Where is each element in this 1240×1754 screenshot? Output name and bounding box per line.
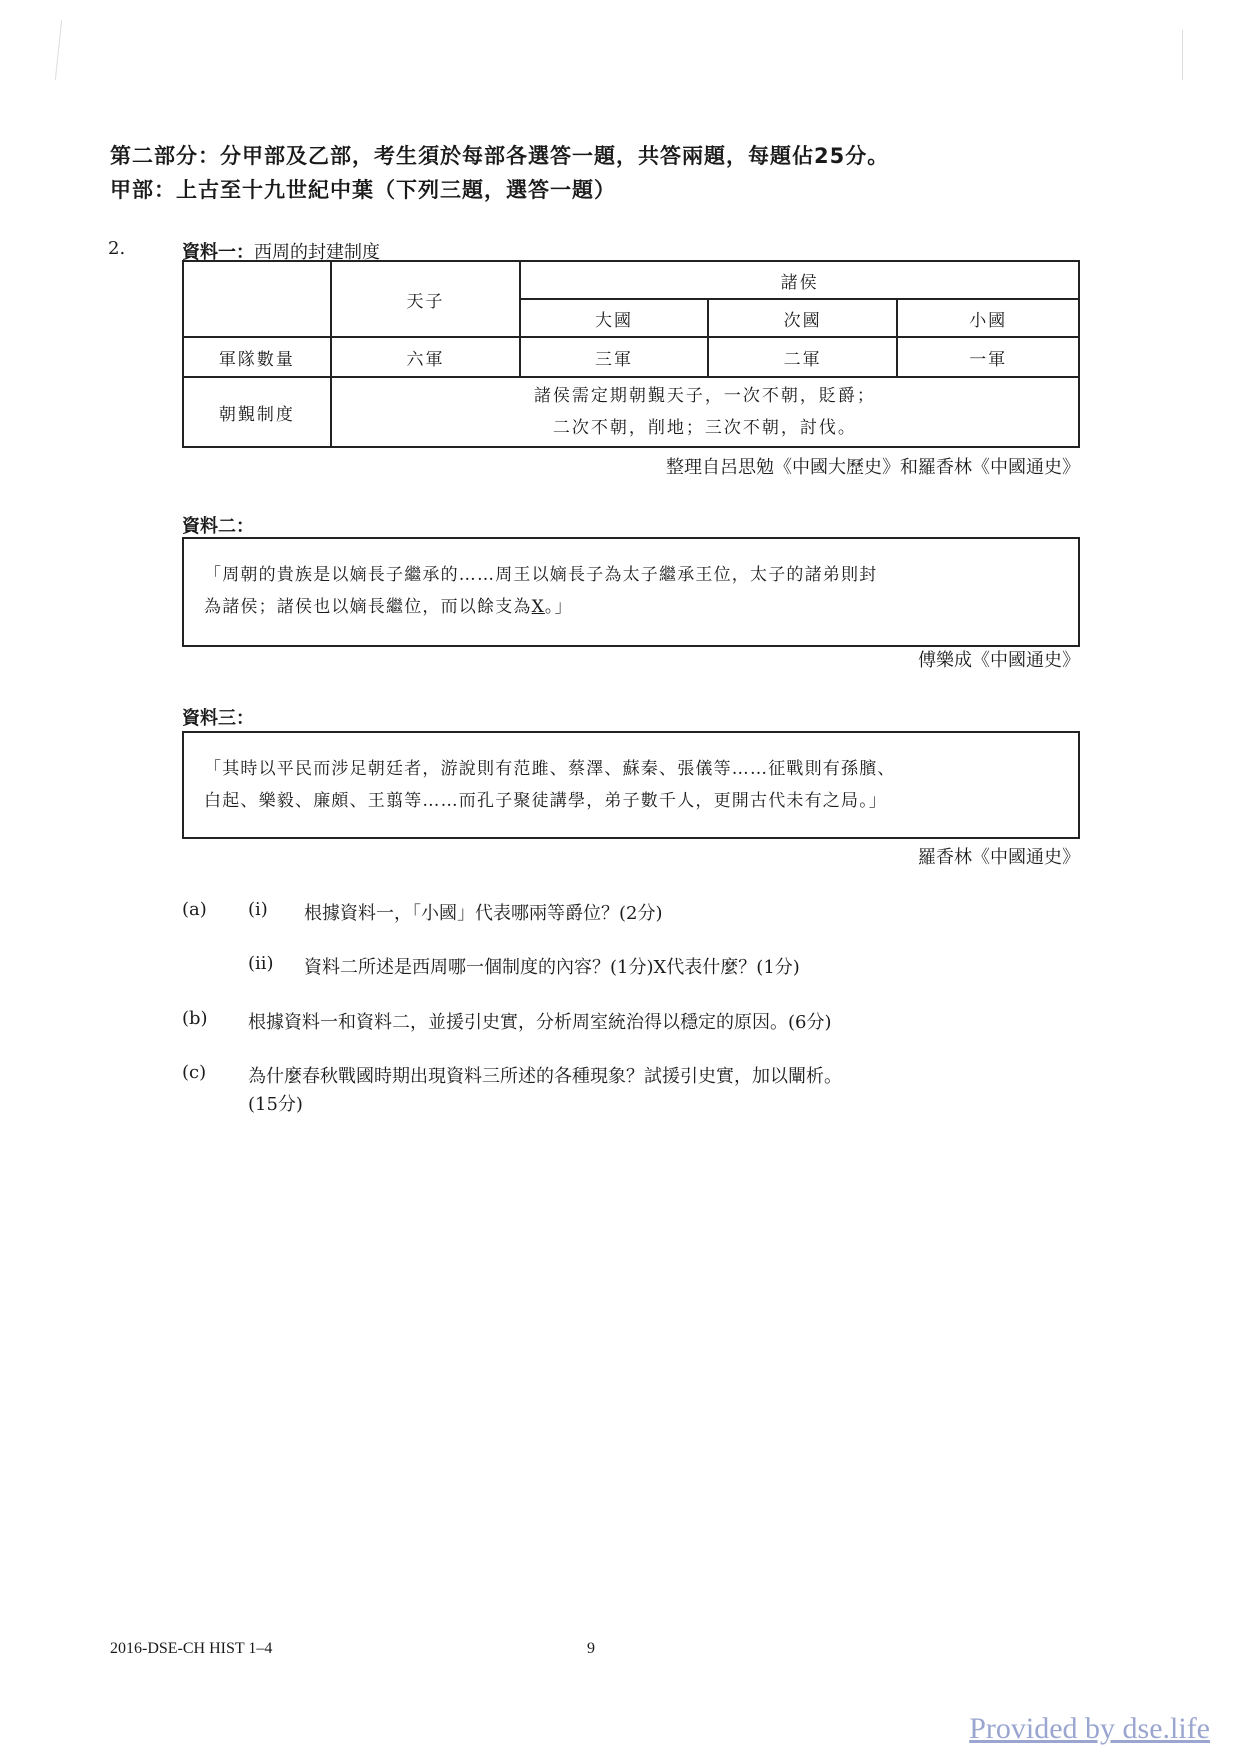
source2-quote-text: 。」 bbox=[544, 597, 573, 617]
section-heading: 第二部分：分甲部及乙部，考生須於每部各選答一題，共答兩題，每題佔25分。 bbox=[110, 144, 890, 168]
table-cell-army: 一軍 bbox=[897, 337, 1079, 377]
question-c-label: (c) bbox=[182, 1062, 207, 1083]
question-a-i-text: 根據資料一，「小國」代表哪兩等爵位？(2分) bbox=[304, 903, 663, 924]
source3-heading bbox=[182, 704, 254, 730]
source1-citation: 整理自呂思勉《中國大歷史》和羅香林《中國通史》 bbox=[666, 457, 1080, 478]
paper-code: 2016-DSE-CH HIST 1–4 bbox=[110, 1640, 273, 1657]
table-header-feudal-lords: 諸侯 bbox=[520, 261, 1079, 299]
question-a-ii-text: 資料二所述是西周哪一個制度的內容？(1分)X代表什麼？(1分) bbox=[304, 957, 800, 978]
part-heading: 甲部：上古至十九世紀中葉（下列三題，選答一題） bbox=[110, 178, 616, 202]
watermark-link[interactable]: Provided by dse.life bbox=[969, 1712, 1210, 1745]
source2-heading bbox=[182, 512, 254, 538]
audience-line: 諸侯需定期朝覲天子，一次不朝，貶爵； bbox=[533, 386, 876, 406]
scan-mark bbox=[1182, 30, 1183, 80]
table-header-son-of-heaven: 天子 bbox=[331, 261, 521, 337]
source3-quote-line: 「其時以平民而涉足朝廷者，游說則有范雎、蔡澤、蘇秦、張儀等……征戰則有孫臏、 bbox=[204, 759, 896, 779]
source3-label: 資料三： bbox=[182, 708, 254, 729]
source3-quote-box bbox=[182, 731, 1080, 839]
source3-citation: 羅香林《中國通史》 bbox=[918, 847, 1080, 868]
source2-quote-text: 為諸侯；諸侯也以嫡長繼位，而以餘支為 bbox=[204, 597, 532, 617]
table-cell-army: 三軍 bbox=[520, 337, 708, 377]
question-number: 2. bbox=[108, 238, 126, 259]
table-corner-cell bbox=[183, 261, 331, 337]
source2-citation: 傅樂成《中國通史》 bbox=[918, 650, 1080, 671]
question-a-ii-label: (ii) bbox=[248, 953, 274, 974]
source1-label: 資料一： bbox=[182, 242, 254, 263]
table-header-small-state: 小國 bbox=[897, 299, 1079, 337]
table-cell-army: 二軍 bbox=[708, 337, 898, 377]
source2-quote-box bbox=[182, 537, 1080, 647]
table-cell-army: 六軍 bbox=[331, 337, 521, 377]
page-number: 9 bbox=[587, 1640, 595, 1657]
source2-quote-line: 「周朝的貴族是以嫡長子繼承的……周王以嫡長子為太子繼承王位，太子的諸弟則封 bbox=[204, 565, 878, 585]
audience-line: 二次不朝，削地；三次不朝，討伐。 bbox=[552, 418, 857, 438]
source1-title: 西周的封建制度 bbox=[254, 242, 380, 263]
scan-mark bbox=[55, 20, 62, 80]
table-cell-audience bbox=[331, 377, 1079, 447]
question-a-label: (a) bbox=[182, 899, 207, 920]
question-b-text: 根據資料一和資料二，並援引史實，分析周室統治得以穩定的原因。(6分) bbox=[248, 1012, 832, 1033]
table-header-second-state: 次國 bbox=[708, 299, 898, 337]
table-header-large-state: 大國 bbox=[520, 299, 708, 337]
question-a-i-label: (i) bbox=[248, 899, 268, 920]
source2-label: 資料二： bbox=[182, 516, 254, 537]
table-row-label-army: 軍隊數量 bbox=[183, 337, 331, 377]
source2-quote-line bbox=[204, 591, 1058, 623]
source3-quote-line: 白起、樂毅、廉頗、王翦等……而孔子聚徒講學，弟子數千人，更開古代未有之局。」 bbox=[204, 791, 888, 811]
table-row-label-audience: 朝覲制度 bbox=[183, 377, 331, 447]
question-c-marks: (15分) bbox=[248, 1094, 303, 1115]
feudal-system-table bbox=[182, 260, 1080, 448]
source2-blank-x: X bbox=[531, 597, 545, 617]
question-b-label: (b) bbox=[182, 1008, 208, 1029]
question-c-text: 為什麼春秋戰國時期出現資料三所述的各種現象？試援引史實，加以闡析。 bbox=[248, 1066, 842, 1087]
